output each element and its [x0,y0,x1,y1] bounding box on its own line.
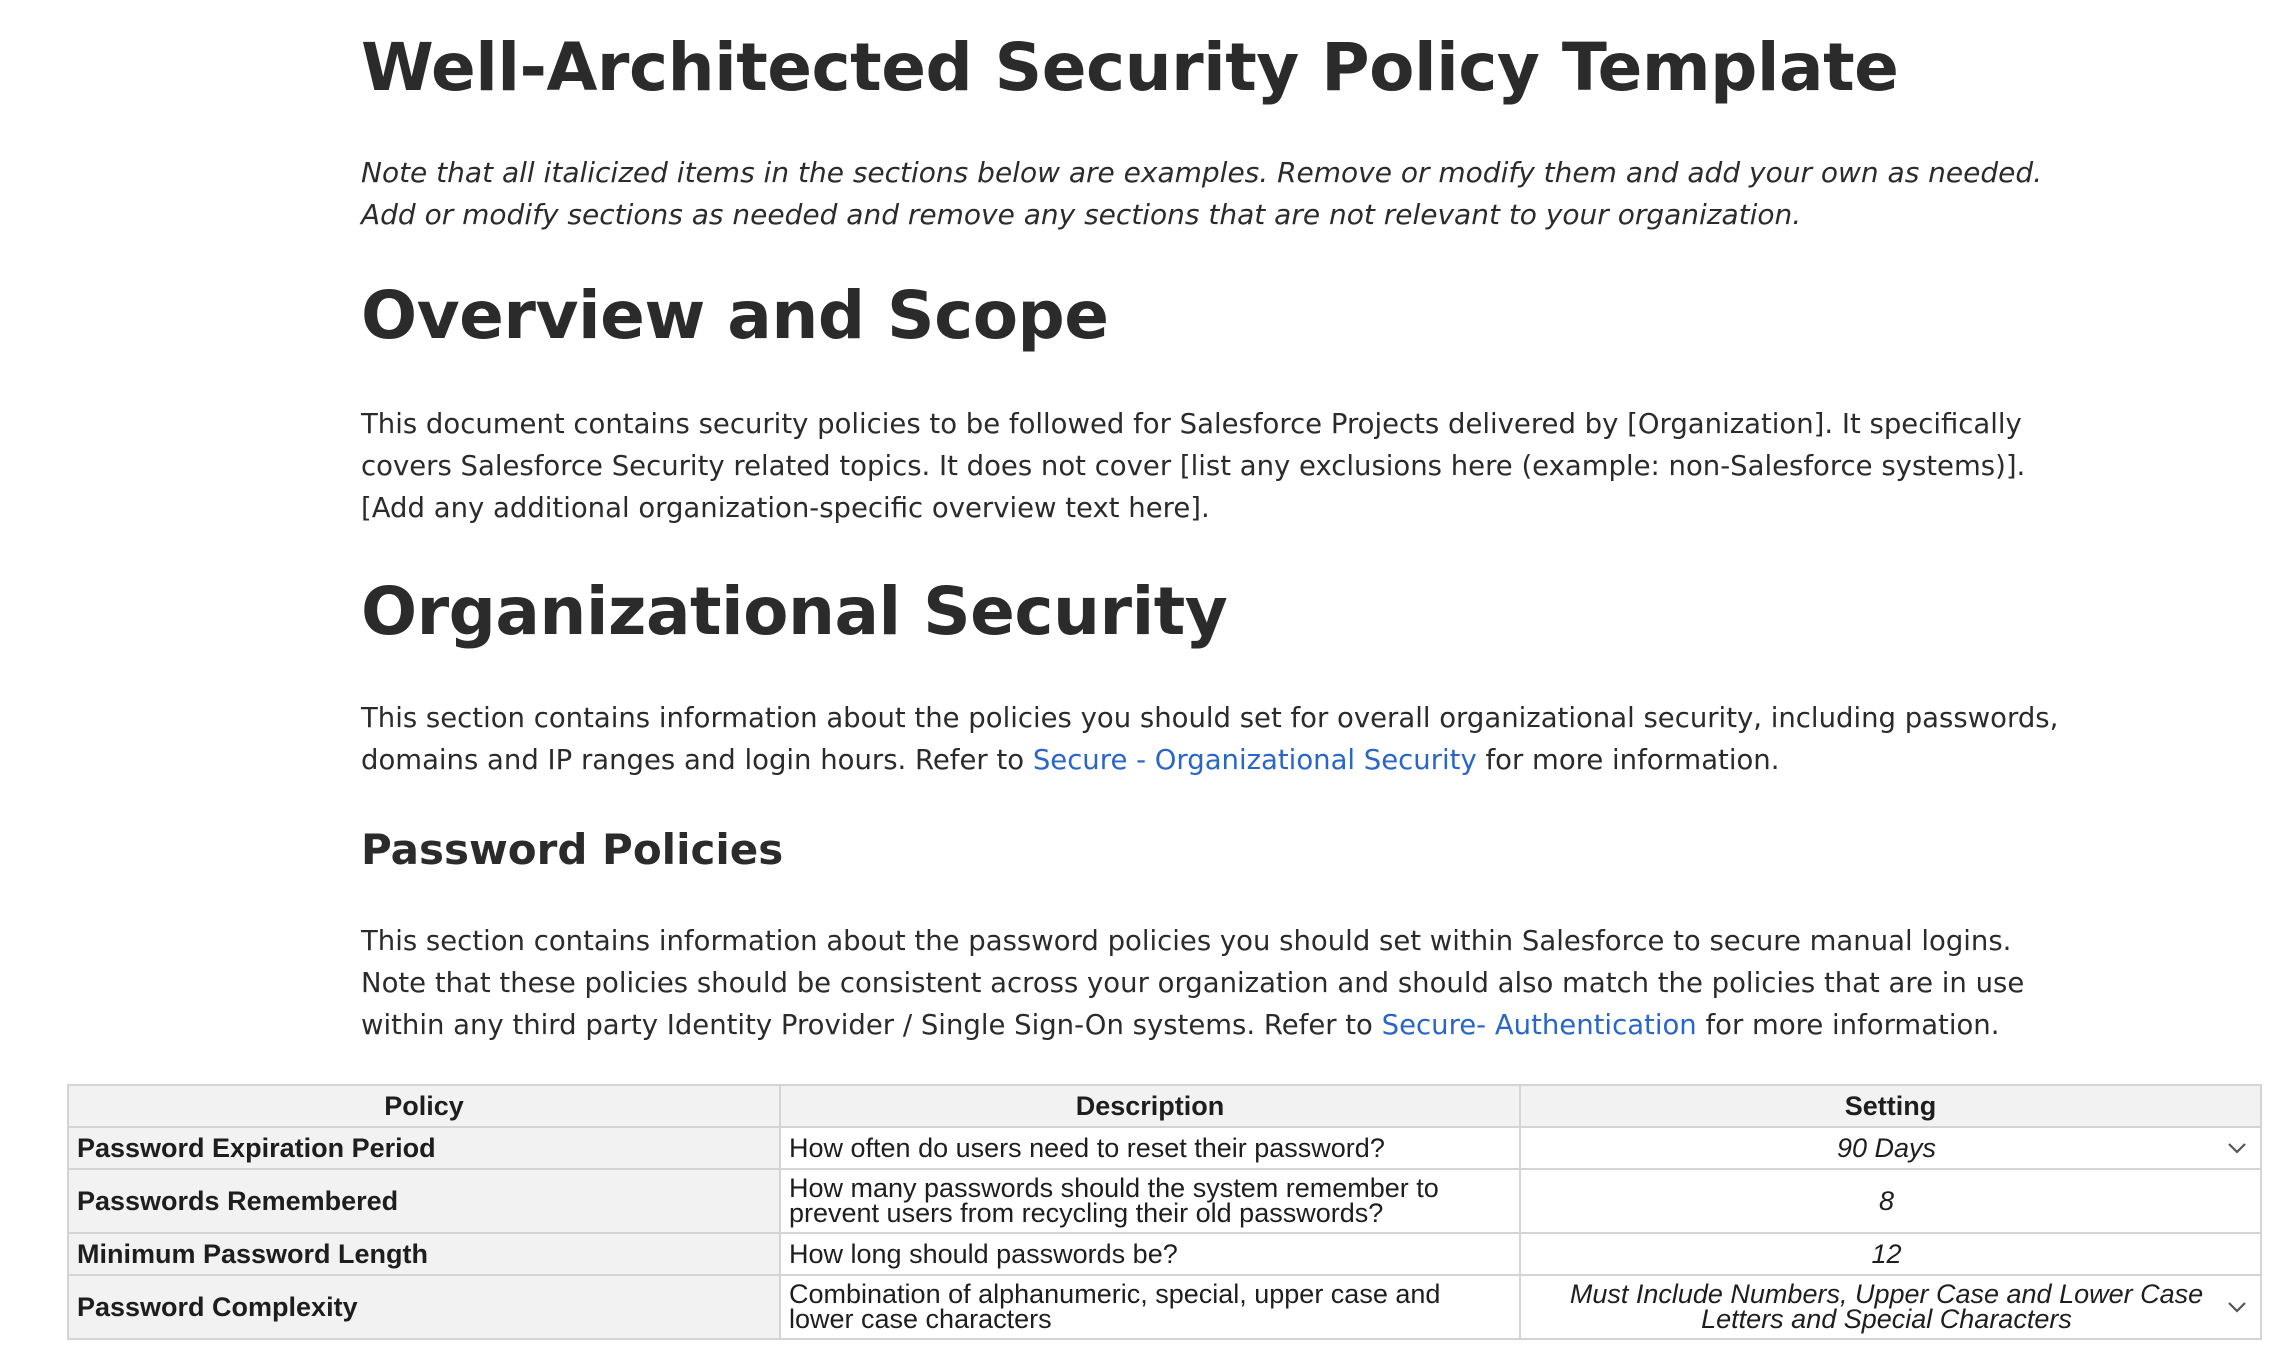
table-row [68,1127,2261,1169]
description-line-2: prevent users from recycling their old passwords? [789,1198,1384,1228]
secure-organizational-security-link[interactable]: Secure - Organizational Security [1032,744,1477,776]
table-row [68,1275,2261,1339]
page-title: Well-Architected Security Policy Template [361,29,1899,106]
setting-line-2: Letters and Special Characters [1701,1304,2072,1334]
overview-heading: Overview and Scope [361,277,1109,354]
table-row [68,1233,2261,1275]
overview-paragraph [361,403,2025,529]
secure-authentication-link[interactable]: Secure- Authentication [1381,1009,1697,1041]
org-security-line-2-tail: for more information. [1476,744,1780,776]
password-policy-table [67,1084,2262,1340]
password-policies-paragraph [361,920,2024,1046]
password-policies-line-1: This section contains information about the password policies you should set within Salesforce to secure manual logins. [361,925,2012,957]
password-policies-line-3 [361,1004,2024,1046]
template-note [361,152,2042,236]
setting-dropdown[interactable] [1520,1275,2261,1339]
overview-line-1: This document contains security policies to be followed for Salesforce Projects delivered by [Organization]. It specifically [361,408,2022,440]
note-line-2: Add or modify sections as needed and remove any sections that are not relevant to your organization. [361,198,1802,231]
password-policies-line-2: Note that these policies should be consistent across your organization and should also match the policies that are in use [361,967,2025,999]
overview-line-2: covers Salesforce Security related topics. It does not cover [list any exclusions here (example: non-Salesforce systems)]. [361,450,2026,482]
org-security-paragraph [361,697,2058,781]
policy-cell: Password Expiration Period [68,1127,780,1169]
description-line-1: Combination of alphanumeric, special, upper case and [789,1279,1441,1309]
password-policies-line-3-text: within any third party Identity Provider / Single Sign-On systems. Refer to [361,1009,1382,1041]
setting-dropdown[interactable] [1520,1127,2261,1169]
setting-line-1: Must Include Numbers, Upper Case and Lower Case [1569,1279,2204,1309]
setting-value: 90 Days [1836,1132,1937,1163]
org-security-heading: Organizational Security [361,573,1228,650]
policy-cell: Passwords Remembered [68,1169,780,1233]
note-line-1: Note that all italicized items in the sections below are examples. Remove or modify them and add your own as needed. [361,156,2043,189]
overview-line-3: [Add any additional organization-specific overview text here]. [361,492,1210,524]
chevron-down-icon[interactable] [2226,1300,2248,1314]
org-security-line-2 [361,739,2058,781]
table-header-row [68,1085,2261,1127]
policy-cell: Password Complexity [68,1275,780,1339]
description-cell [780,1275,1520,1339]
setting-cell[interactable]: 12 [1520,1233,2261,1275]
password-policies-heading: Password Policies [361,825,784,874]
setting-cell[interactable]: 8 [1520,1169,2261,1233]
description-cell: How often do users need to reset their password? [780,1127,1520,1169]
org-security-line-2-text: domains and IP ranges and login hours. Refer to [361,744,1033,776]
column-header-policy: Policy [68,1085,780,1127]
column-header-description: Description [780,1085,1520,1127]
password-policies-line-3-tail: for more information. [1696,1009,2000,1041]
description-cell [780,1169,1520,1233]
description-line-1: How many passwords should the system remember to [789,1173,1439,1203]
description-cell: How long should passwords be? [780,1233,1520,1275]
org-security-line-1: This section contains information about the policies you should set for overall organizational security, including passwords, [361,702,2059,734]
column-header-setting: Setting [1520,1085,2261,1127]
policy-cell: Minimum Password Length [68,1233,780,1275]
table-row [68,1169,2261,1233]
description-line-2: lower case characters [789,1304,1052,1334]
chevron-down-icon[interactable] [2226,1141,2248,1155]
